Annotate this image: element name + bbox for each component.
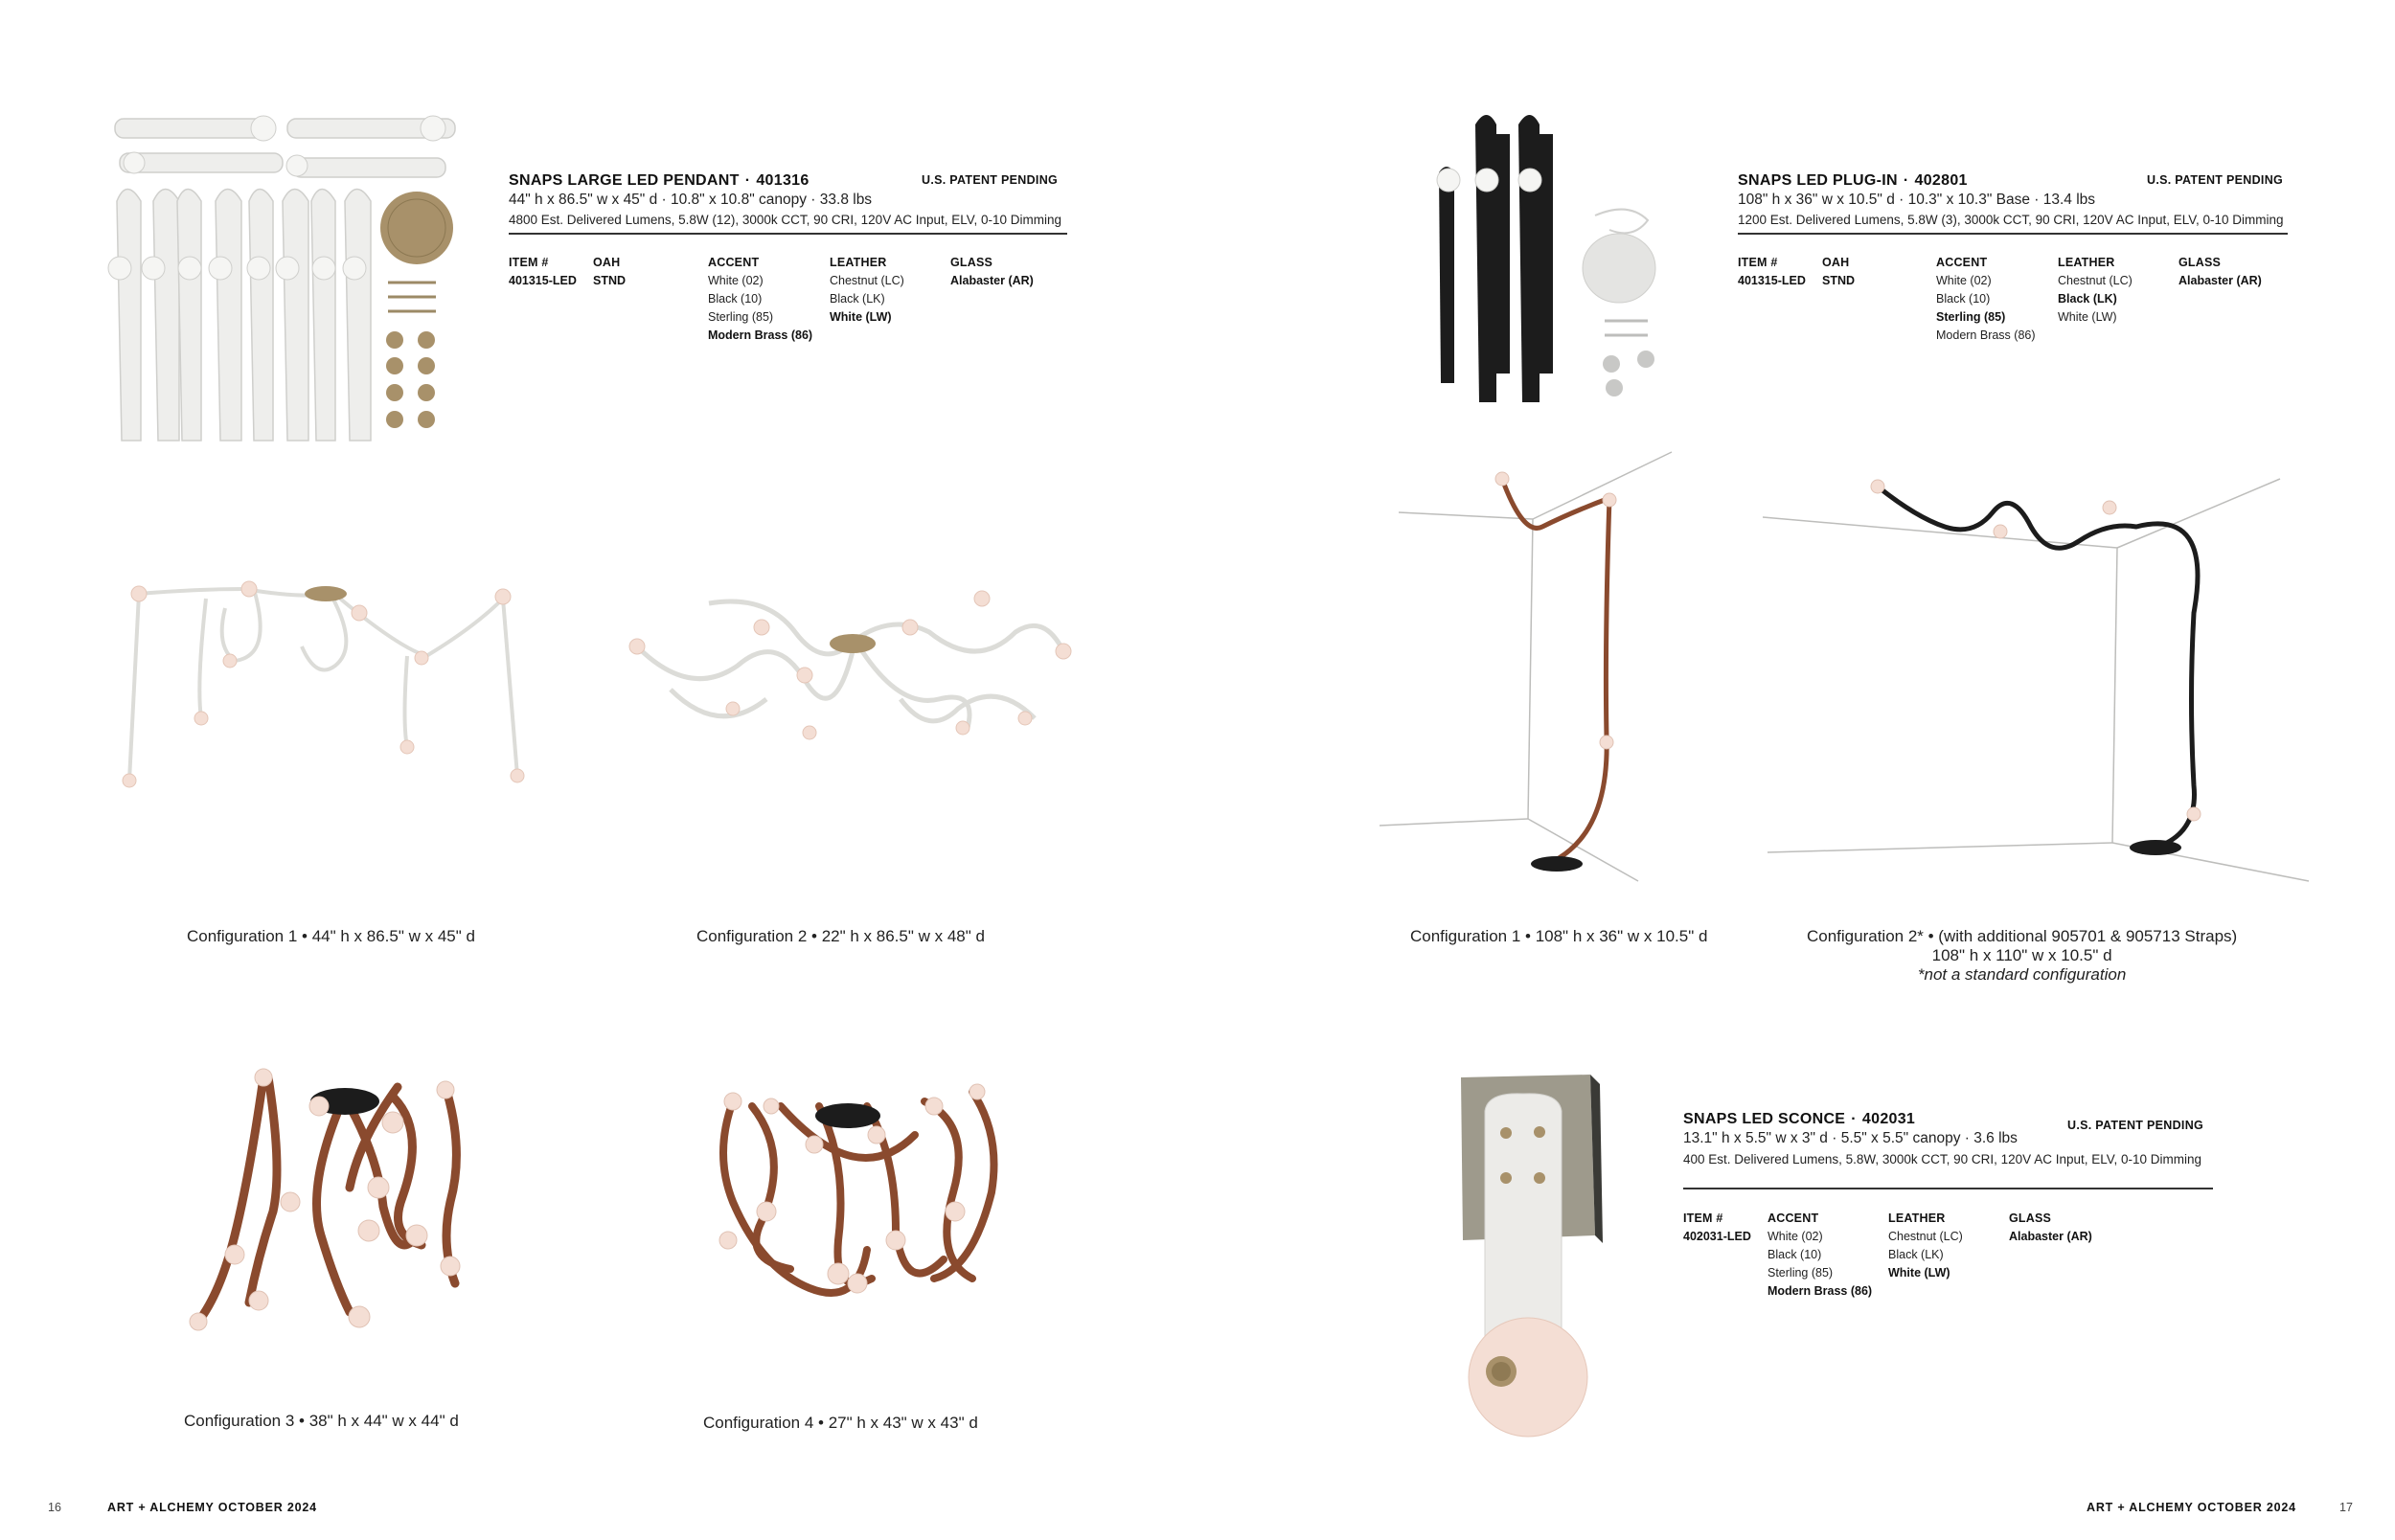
plugin-oah: STND [1822, 274, 1856, 287]
plugin-config1-image [1380, 450, 1686, 891]
plugin-col-leather [2058, 254, 2133, 327]
pendant-spec: 4800 Est. Delivered Lumens, 5.8W (12), 3000k CCT, 90 CRI, 120V AC Input, ELV, 0-10 Dimming [509, 213, 1062, 227]
pendant-col-accent [708, 254, 812, 345]
sconce-name: SNAPS LED SCONCE [1683, 1111, 1846, 1127]
sconce-col-item [1683, 1210, 1751, 1246]
plugin-col-item [1738, 254, 1806, 290]
header-leather: LEATHER [830, 256, 887, 269]
plugin-config2-image [1753, 469, 2318, 891]
plugin-config2-line2: 108" h x 110" w x 10.5" d [1931, 946, 2112, 964]
pendant-config1-image [110, 570, 560, 809]
header-item: ITEM # [509, 256, 549, 269]
pendant-col-oah [593, 254, 626, 290]
left-page-number: 16 [48, 1501, 61, 1514]
header-accent: ACCENT [708, 256, 760, 269]
accent-option: Black (10) [1768, 1248, 1822, 1261]
plugin-spec: 1200 Est. Delivered Lumens, 5.8W (3), 3000k CCT, 90 CRI, 120V AC Input, ELV, 0-10 Dimming [1738, 213, 2284, 227]
sconce-glass: Alabaster (AR) [2009, 1230, 2092, 1243]
header-oah: OAH [593, 256, 621, 269]
accent-option: Modern Brass (86) [1768, 1284, 1873, 1298]
pendant-rule [509, 233, 1067, 235]
plugin-config1-caption: Configuration 1 • 108" h x 36" w x 10.5" d [1410, 927, 1708, 945]
header-item: ITEM # [1683, 1212, 1723, 1225]
accent-option: Modern Brass (86) [1936, 328, 2036, 342]
accent-option: Sterling (85) [1768, 1266, 1834, 1280]
pendant-number: 401316 [756, 172, 810, 189]
sconce-item-number: 402031-LED [1683, 1230, 1751, 1243]
leather-option: Black (LK) [1888, 1248, 1944, 1261]
right-page-number: 17 [2339, 1501, 2353, 1514]
sconce-dims: 13.1" h x 5.5" w x 3" d · 5.5" x 5.5" canopy · 3.6 lbs [1683, 1130, 2018, 1146]
pendant-name: SNAPS LARGE LED PENDANT [509, 172, 740, 189]
accent-option: White (02) [1768, 1230, 1823, 1243]
pendant-config3-caption: Configuration 3 • 38" h x 44" w x 44" d [184, 1412, 459, 1430]
pendant-config1-caption: Configuration 1 • 44" h x 86.5" w x 45" d [187, 927, 475, 945]
header-leather: LEATHER [2058, 256, 2115, 269]
pendant-config2-image [613, 575, 1092, 757]
plugin-item-number: 401315-LED [1738, 274, 1806, 287]
plugin-col-glass [2178, 254, 2262, 290]
accent-option: Sterling (85) [708, 310, 774, 324]
plugin-config2-line1: Configuration 2* • (with additional 905701 & 905713 Straps) [1807, 927, 2238, 945]
right-footer-publication: ART + ALCHEMY OCTOBER 2024 [2087, 1501, 2296, 1514]
plugin-glass: Alabaster (AR) [2178, 274, 2262, 287]
pendant-oah: STND [593, 274, 627, 287]
sconce-patent: U.S. PATENT PENDING [2067, 1119, 2204, 1132]
header-oah: OAH [1822, 256, 1850, 269]
header-item: ITEM # [1738, 256, 1778, 269]
leather-option: Chestnut (LC) [2058, 274, 2133, 287]
header-glass: GLASS [2009, 1212, 2052, 1225]
header-accent: ACCENT [1936, 256, 1988, 269]
plugin-number: 402801 [1914, 172, 1968, 189]
left-footer-publication: ART + ALCHEMY OCTOBER 2024 [107, 1501, 317, 1514]
leather-option: White (LW) [830, 310, 892, 324]
leather-option: Black (LK) [830, 292, 885, 306]
pendant-config2-caption: Configuration 2 • 22" h x 86.5" w x 48" d [696, 927, 985, 945]
plugin-name: SNAPS LED PLUG-IN [1738, 172, 1898, 189]
header-glass: GLASS [2178, 256, 2222, 269]
pendant-glass: Alabaster (AR) [950, 274, 1034, 287]
sconce-spec: 400 Est. Delivered Lumens, 5.8W, 3000k CCT, 90 CRI, 120V AC Input, ELV, 0-10 Dimming [1683, 1152, 2202, 1166]
header-leather: LEATHER [1888, 1212, 1946, 1225]
leather-option: Black (LK) [2058, 292, 2117, 306]
sconce-photo [1442, 1073, 1614, 1446]
pendant-kit-photo [105, 105, 469, 445]
plugin-col-accent [1936, 254, 2036, 345]
header-glass: GLASS [950, 256, 993, 269]
plugin-title: SNAPS LED PLUG-IN · 402801 [1738, 172, 1968, 189]
plugin-config2-caption [1807, 927, 2237, 985]
pendant-dims: 44" h x 86.5" w x 45" d · 10.8" x 10.8" canopy · 33.8 lbs [509, 192, 873, 208]
accent-option: Modern Brass (86) [708, 328, 813, 342]
plugin-col-oah [1822, 254, 1855, 290]
plugin-patent: U.S. PATENT PENDING [2147, 173, 2284, 187]
sconce-col-leather [1888, 1210, 1963, 1282]
plugin-rule [1738, 233, 2288, 235]
leather-option: White (LW) [2058, 310, 2117, 324]
accent-option: Black (10) [708, 292, 763, 306]
sconce-col-glass [2009, 1210, 2092, 1246]
header-accent: ACCENT [1768, 1212, 1819, 1225]
pendant-patent: U.S. PATENT PENDING [922, 173, 1059, 187]
accent-option: White (02) [708, 274, 764, 287]
plugin-kit-photo [1427, 115, 1676, 412]
pendant-col-item [509, 254, 577, 290]
pendant-config4-caption: Configuration 4 • 27" h x 43" w x 43" d [703, 1414, 978, 1432]
sconce-number: 402031 [1861, 1111, 1916, 1127]
pendant-item-number: 401315-LED [509, 274, 577, 287]
accent-option: Black (10) [1936, 292, 1991, 306]
sconce-rule [1683, 1188, 2213, 1189]
leather-option: White (LW) [1888, 1266, 1950, 1280]
plugin-config2-note: *not a standard configuration [1917, 965, 2127, 984]
pendant-config3-image [177, 1063, 522, 1350]
leather-option: Chestnut (LC) [830, 274, 904, 287]
pendant-config4-image [704, 1077, 1030, 1317]
sconce-title: SNAPS LED SCONCE · 402031 [1683, 1111, 1916, 1127]
pendant-col-glass [950, 254, 1034, 290]
plugin-dims: 108" h x 36" w x 10.5" d · 10.3" x 10.3" Base · 13.4 lbs [1738, 192, 2096, 208]
pendant-title: SNAPS LARGE LED PENDANT · 401316 [509, 172, 810, 189]
accent-option: White (02) [1936, 274, 1992, 287]
sconce-col-accent [1768, 1210, 1872, 1301]
accent-option: Sterling (85) [1936, 310, 2006, 324]
leather-option: Chestnut (LC) [1888, 1230, 1963, 1243]
pendant-col-leather [830, 254, 904, 327]
